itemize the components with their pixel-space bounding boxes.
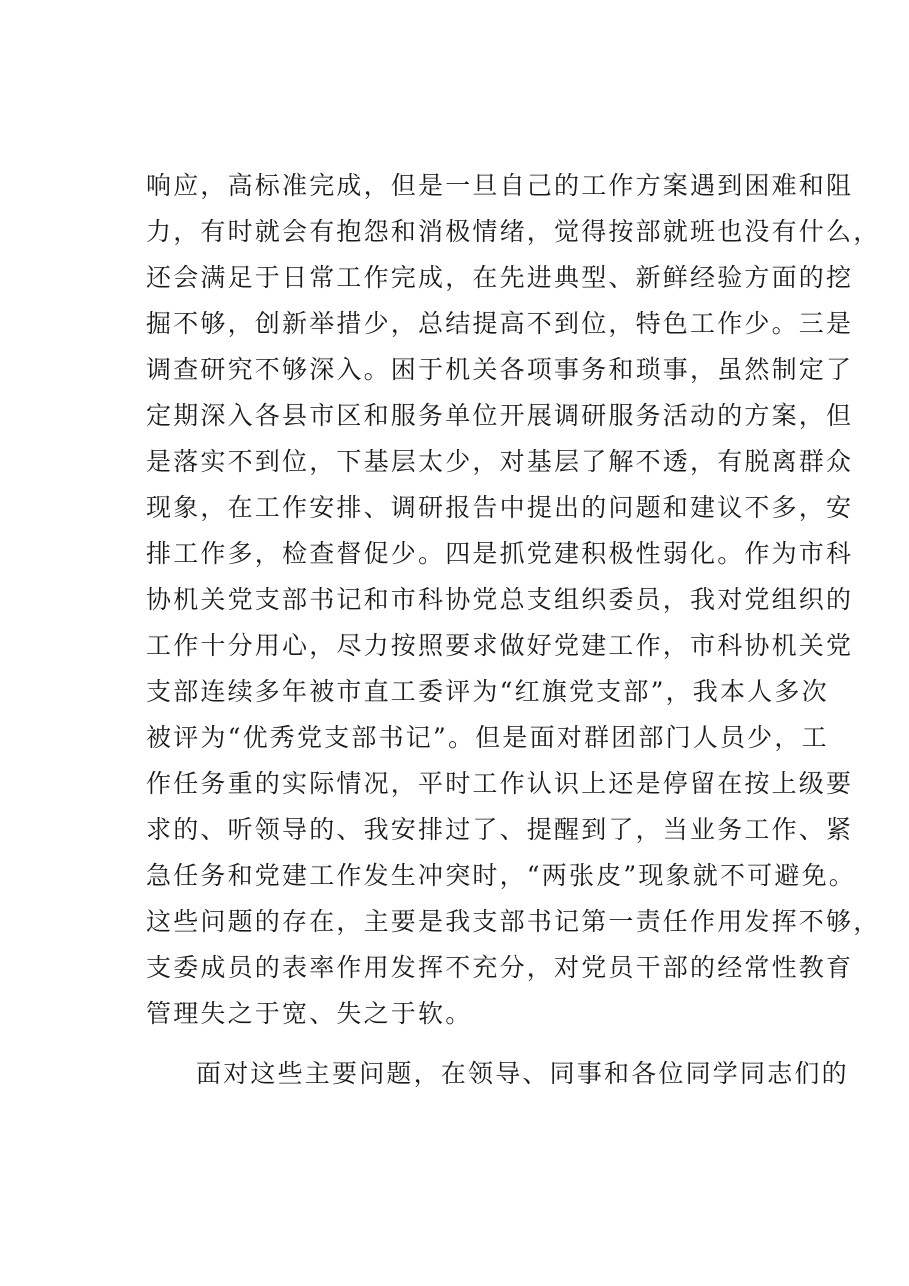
text-line: 支部连续多年被市直工委评为“红旗党支部”，我本人多次: [146, 677, 829, 706]
text-line: 这些问题的存在，主要是我支部书记第一责任作用发挥不够，: [146, 907, 881, 936]
text-line: 面对这些主要问题，在领导、同事和各位同学同志们的: [196, 1059, 849, 1088]
paragraph-2: [146, 1051, 849, 1097]
text-line: 调查研究不够深入。困于机关各项事务和琐事，虽然制定了: [146, 355, 854, 384]
text-line: 响应，高标准完成，但是一旦自己的工作方案遇到困难和阻: [146, 171, 854, 200]
text-line: 协机关党支部书记和市科协党总支组织委员，我对党组织的: [146, 585, 854, 614]
text-line: 是落实不到位，下基层太少，对基层了解不透，有脱离群众: [146, 447, 854, 476]
paragraph-1: [146, 163, 881, 1037]
text-line: 定期深入各县市区和服务单位开展调研服务活动的方案，但: [146, 401, 854, 430]
document-body: [146, 163, 881, 1097]
text-line: 工作十分用心，尽力按照要求做好党建工作，市科协机关党: [146, 631, 854, 660]
text-line: 现象，在工作安排、调研报告中提出的问题和建议不多，安: [146, 493, 854, 522]
text-line: 作任务重的实际情况，平时工作认识上还是停留在按上级要: [146, 769, 854, 798]
text-line: 被评为“优秀党支部书记”。但是面对群团部门人员少，工: [146, 723, 829, 752]
text-line: 掘不够，创新举措少，总结提高不到位，特色工作少。三是: [146, 309, 854, 338]
text-line: 管理失之于宽、失之于软。: [146, 999, 473, 1028]
text-line: 力，有时就会有抱怨和消极情绪，觉得按部就班也没有什么，: [146, 217, 881, 246]
text-line: 支委成员的表率作用发挥不充分，对党员干部的经常性教育: [146, 953, 854, 982]
text-line: 还会满足于日常工作完成，在先进典型、新鲜经验方面的挖: [146, 263, 854, 292]
paragraph-spacer: [146, 1037, 806, 1051]
text-line: 排工作多，检查督促少。四是抓党建积极性弱化。作为市科: [146, 539, 854, 568]
text-line: 急任务和党建工作发生冲突时，“两张皮”现象就不可避免。: [146, 861, 856, 890]
text-line: 求的、听领导的、我安排过了、提醒到了，当业务工作、紧: [146, 815, 854, 844]
